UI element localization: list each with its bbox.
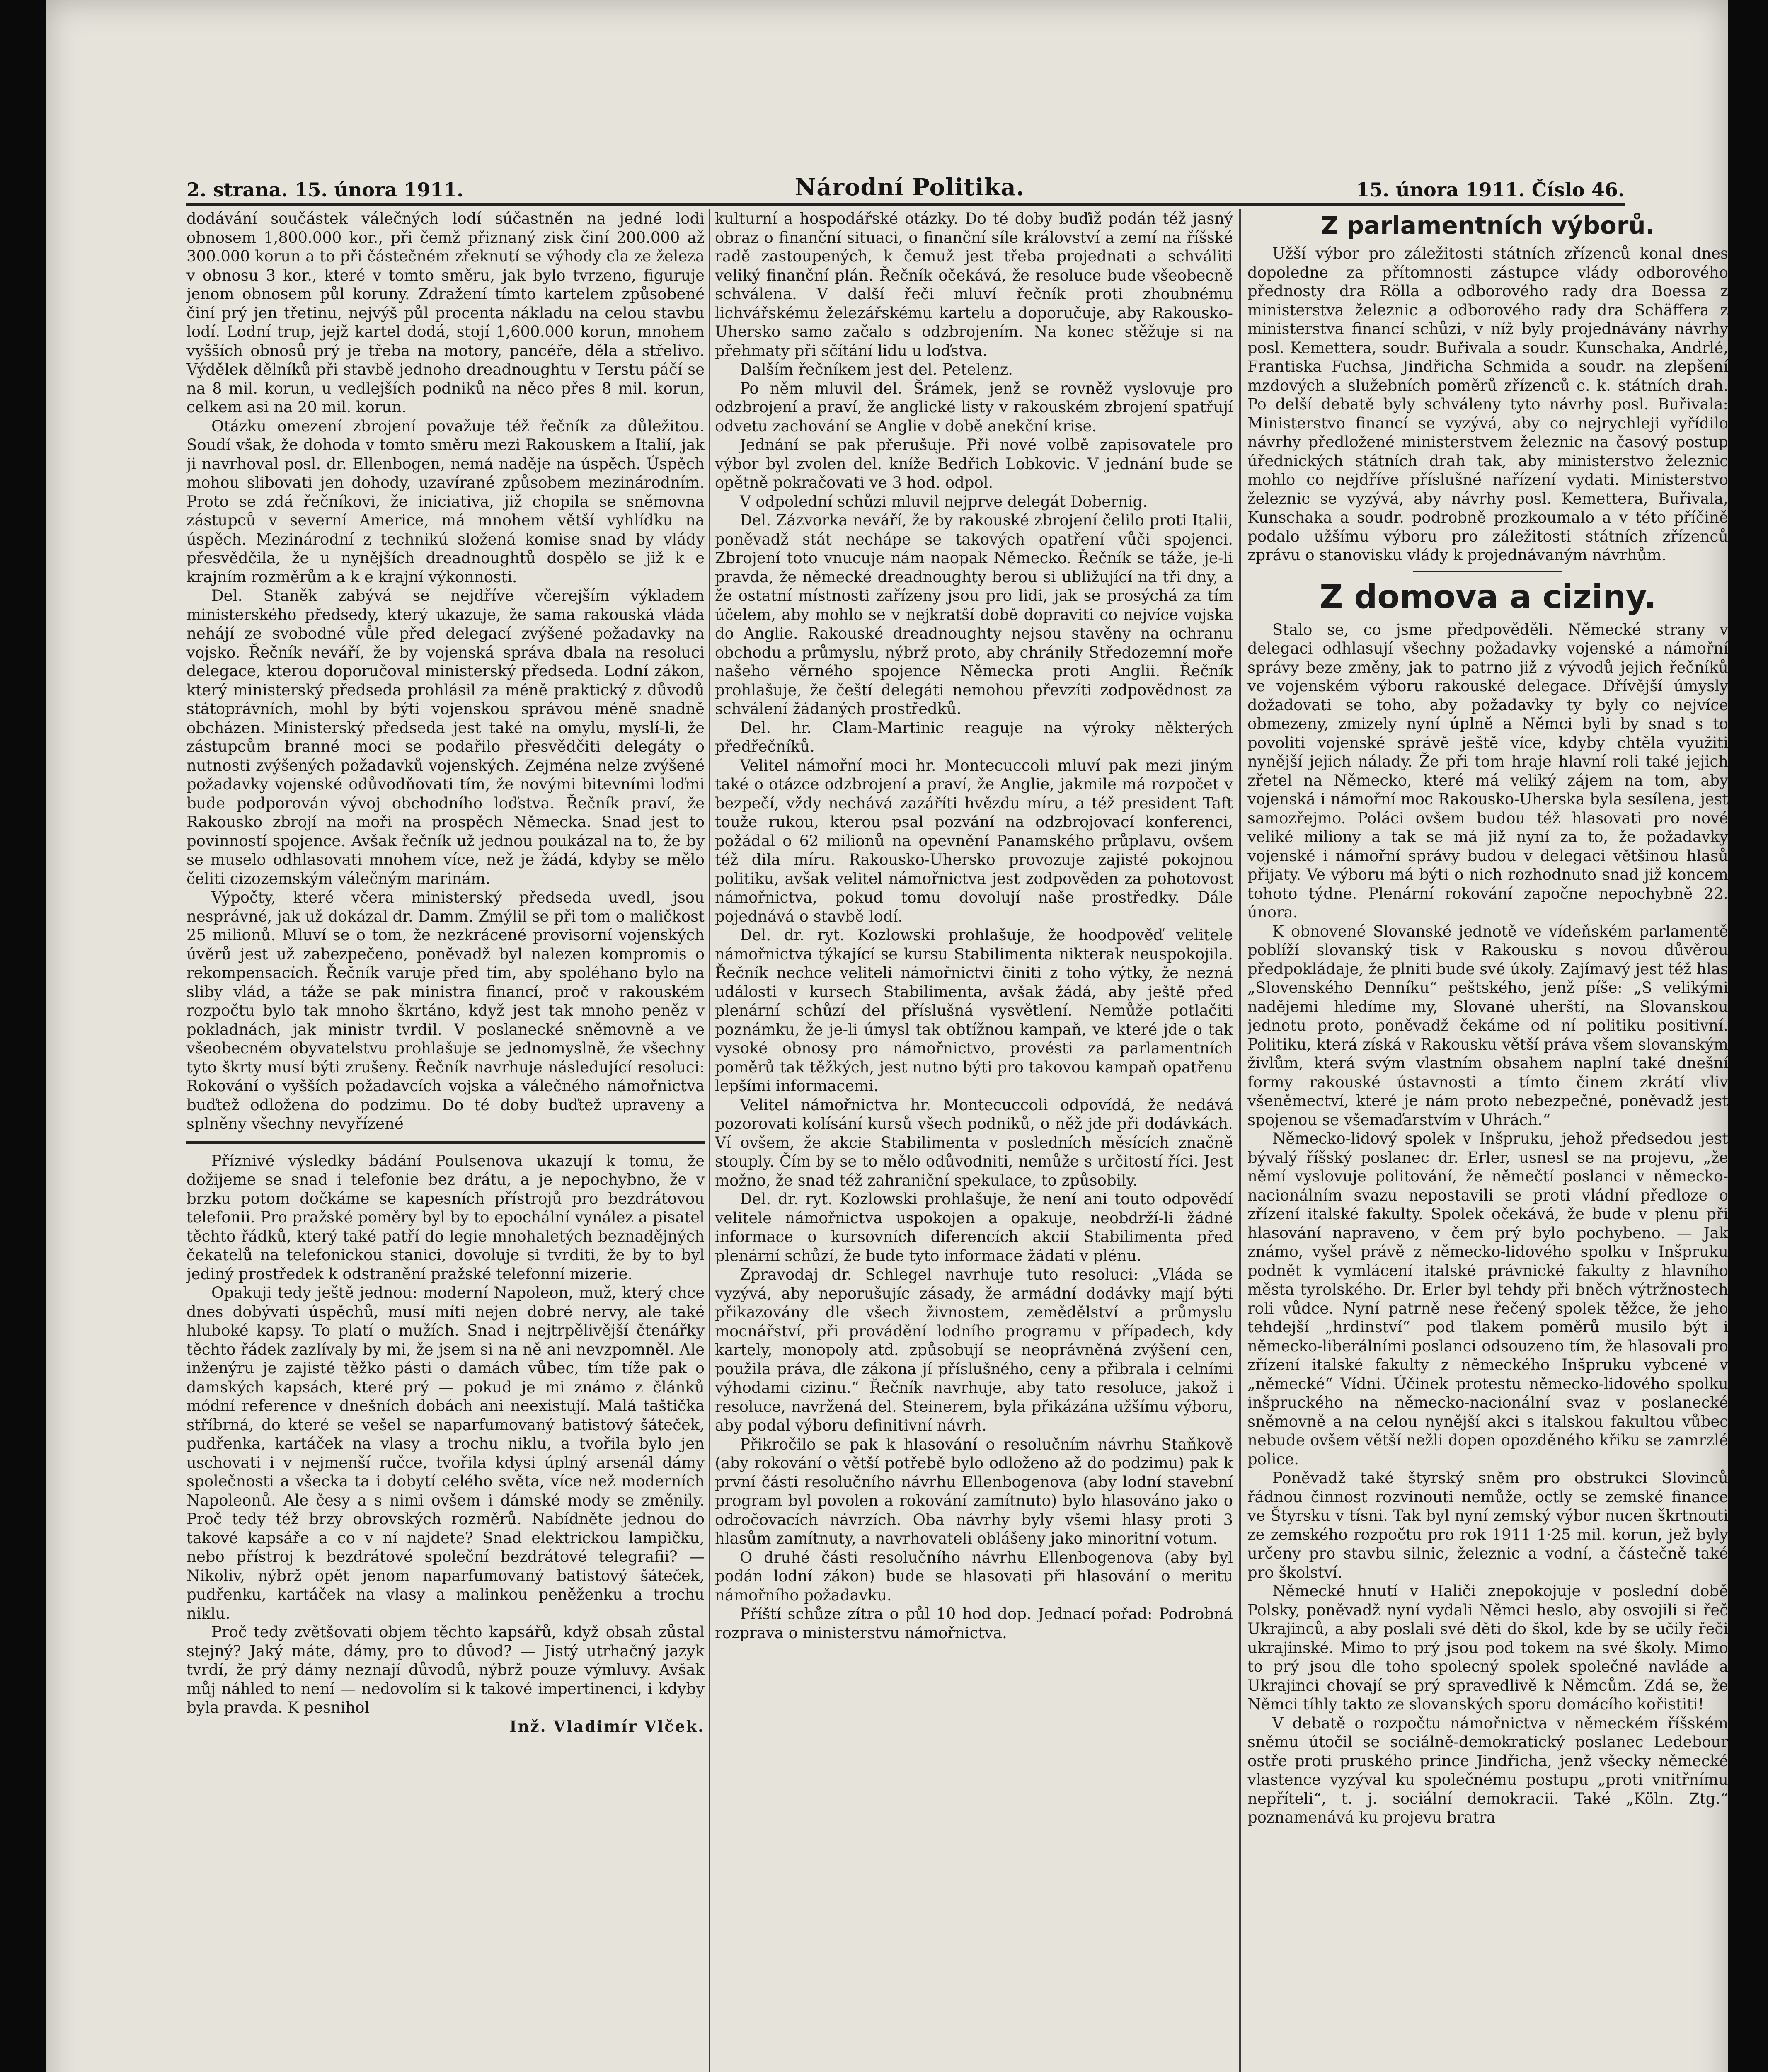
newspaper-page <box>46 0 1728 2072</box>
article-paragraph: kulturní a hospodářské otázky. Do té doby buďiž podán též jasný obraz o finanční situaci, o finanční síle království a zemí na říšské radě zastoupených, k čemuž jest třeba projednati a schváliti veliký finanční plán. Řečník očekává, že resoluce bude všeobecně schválena. V další řeči mluví řečník proti zhoubnému lichvářskému železářskému kartelu a doporučuje, aby Rakousko-Uhersko samo začalo s odzbrojením. Na konec stěžuje si na přehmaty při sčítání lidu u loďstva. <box>715 210 1233 360</box>
section-divider <box>1413 571 1562 572</box>
author-signature: Inž. Vladimír Vlček. <box>509 1717 705 1736</box>
article-paragraph: Přikročilo se pak k hlasování o resolučním návrhu Staňkově (aby rokování o větší potřebě bylo odloženo až do podzimu) pak k první části resolučního návrhu Ellenbogenova (aby lodní stavební program byl povolen a rokování zamítnuto) bylo hlasováno jako o odročovacích návrzích. Oba návrhy byly všemi hlasy proti 3 hlasům zamítnuty, a navrhovateli oblášeny jako minoritní votum. <box>715 1435 1233 1547</box>
article-paragraph: O druhé části resolučního návrhu Ellenbogenova (aby byl podán lodní zákon) bude se hlasovati při hlasování o meritu námořního požadavku. <box>715 1548 1233 1604</box>
article-paragraph: Užší výbor pro záležitosti státních zřízenců konal dnes dopoledne za přítomnosti zástupce vlády odborového přednosty dra Rölla a odborového rady dra Boessa z ministerstva železnic a odborového rady dra Schäffera z ministerstva financí schůzi, v níž byly projednávány návrhy posl. Kemettera, soudr. Buřivala a soudr. Kunschaka, Andrlé, Frantiska Fuchsa, Jindřicha Schmida a soudr. na zlepšení mzdových a služebních poměrů zřízenců c. k. státních drah. Po delší debatě byly schváleny tyto návrhy posl. Buřivala: Ministerstvo financí se vyzývá, aby co nejrychleji vyřídilo návrhy předložené ministerstvem železnic na časový postup úřednických státních drah tak, aby ministerstvo železnic mohlo co nejdříve příslušné nařízení vydati. Ministerstvo železnic se vyzývá, aby návrhy posl. Kemettera, Buřivala, Kunschaka a soudr. podrobně prozkoumalo a v této příčině podalo užšímu výboru pro záležitosti státních zřízenců zprávu o stanovisku vlády k projednávaným návrhům. <box>1247 244 1728 564</box>
article-paragraph: Del. dr. ryt. Kozlowski prohlašuje, že není ani touto odpovědí velitele námořnictva uspokojen a opakuje, neobdrží-li žádné informace o kursovních diferencích akcií Stabilimenta před plenární schůzí, že bude tyto informace žádati v plénu. <box>715 1190 1233 1265</box>
feuilleton-paragraph: Proč tedy zvětšovati objem těchto kapsářů, když obsah zůstal stejný? Jaký máte, dámy, pro to důvod? — Jistý utrhačný jazyk tvrdí, že prý dámy neznají důvodů, nýbrž pouze výmluvy. Avšak můj náhled to není — nedovolím si k takové impertinenci, i kdyby byla pravda. K pesnihol <box>186 1623 705 1716</box>
column-2 <box>715 209 1233 2072</box>
article-paragraph: Del. Staněk zabývá se nejdříve včerejším výkladem ministerského předsedy, který ukazuje, že sama rakouská vláda nehájí ze svobodné vůle před delegací zvýšené požadavky na vojsko. Řečník neváří, že by vojenská správa dbala na resoluci delegace, kterou doporučoval ministerský předseda. Lodní zákon, který ministerský předseda prohlásil za méně praktický z důvodů státoprávních, mohl by býti vojenskou správou méně snadně obcházen. Ministerský předseda jest také na omylu, myslí-li, že zástupcům branné moci se podařilo přesvědčiti delegáty o nutnosti zvýšených požadavků vojenských. Zejména nelze zvýšené požadavky vojenské odůvodňovati tím, že novými bitevními loďmi bude podporován vývoj obchodního loďstva. Řečník praví, že Rakousko zbrojí na moři na prospěch Německa. Snad jest to povinností spojence. Avšak řečník už jednou poukázal na to, že by se muselo odhlasovati mnohem více, než je žádá, kdyby se mělo čeliti cizozemským válečným marinám. <box>186 587 705 888</box>
article-paragraph: V debatě o rozpočtu námořnictva v německém říšském sněmu útočil se sociálně-demokratický poslanec Ledebour ostře proti pruského prince Jindřicha, jenž všecky německé vlastence vyzýval ku společnému postupu „proti vnitřnímu nepříteli“, t. j. sociální demokracii. Také „Köln. Ztg.“ poznamenává ku projevu bratra <box>1247 1714 1728 1826</box>
header-date-left: 2. strana. 15. února 1911. <box>186 179 464 201</box>
article-paragraph: Výpočty, které včera ministerský předseda uvedl, jsou nesprávné, jak už dokázal dr. Damm. Zmýlil se při tom o maličkost 25 milionů. Mluví se o tom, že nezkrácené provisorní vojenských úvěrů jest už zabezpečeno, poněvadž byl nalezen kompromis o rekompensacích. Řečník varuje před tím, aby spoléhano bylo na sliby vlád, a táže se pak ministra financí, proč v rakouském rozpočtu bylo tak mnoho škrtáno, když jest tak mnoho peněz v pokladnách, jak ministr tvrdil. V poslanecké sněmovně a ve všeobecném obyvatelstvu prohlašuje se jednomyslně, že všechny tyto škrty musí býti zrušeny. Řečník navrhuje následující resoluci: Rokování o vyšších požadavcích vojska a válečného námořnictva buďtež odložena do podzimu. Do té doby buďtež upraveny a splněny všechny nevyřízené <box>186 888 705 1133</box>
column-separator <box>709 209 710 2072</box>
article-paragraph: Poněvadž také štyrský sněm pro obstrukci Slovinců řádnou činnost rozvinouti nemůže, octly se zemské finance ve Štyrsku v tísni. Tak byl nyní zemský výbor nucen škrtnouti ze zemského rozpočtu pro rok 1911 1·25 mil. korun, jež byly určeny pro stavbu silnic, železnic a vodní, a částečně také pro školství. <box>1247 1469 1728 1581</box>
article-paragraph: Německé hnutí v Haliči znepokojuje v poslední době Polsky, poněvadž nyní vydali Němci heslo, aby osvojili si řeč Ukrajinců, a aby poslali své děti do škol, kde by se učily řeči ukrajinské. Mimo to prý jsou pod tokem na své školy. Mimo to prý jsou dle toho spolecný spolek společné navláde a Ukrajinci chovají se prý spravedlivě k Němcům. Zdá se, že Němci tíhly takto ze slovanských sporu domácího kořistiti! <box>1247 1582 1728 1713</box>
article-paragraph: Stalo se, co jsme předpověděli. Německé strany v delegaci odhlasují všechny požadavky vojenské a námořní správy beze změny, jak to patrno již z vývodů jejich řečníků ve vojenském výboru rakouské delegace. Dřívější úmysly dožadovati se toho, aby požadavky ty byly co nejvíce obmezeny, zmizely nyní úplně a Němci byli by snad s to povoliti vojenské správě ještě více, kdyby chtěla využiti nynější jejich nálady. Že při tom hraje hlavní roli také jejich zřetel na Německo, které má veliký zájem na tom, aby vojenská i námořní moc Rakousko-Uherska byla sesílena, jest samozřejmo. Poláci ovšem budou též hlasovati pro nové veliké miliony a tak se má již nyní za to, že požadavky vojenské i námořní správy budou v delegaci většinou hlasů přijaty. Ve výboru má býti o nich rozhodnuto snad již koncem tohoto týdne. Plenární rokování započne nepochybně 22. února. <box>1247 620 1728 921</box>
article-paragraph: Velitel námořnictva hr. Montecuccoli odpovídá, že nedává pozorovati kolísání kursů všech podniků, o něž jde při dodávkách. Ví ovšem, že akcie Stabilimenta v posledních měsících značně stouply. Čím by se to mělo odůvodniti, nemůže s určitostí říci. Jest možno, že snad též zahraniční spekulace, to způsobily. <box>715 1096 1233 1189</box>
article-paragraph: Jednání se pak přerušuje. Při nové volbě zapisovatele pro výbor byl zvolen del. kníže Bedřich Lobkovic. V jednání bude se opětně pokračovati ve 3 hod. odpol. <box>715 436 1233 491</box>
column-3 <box>1247 209 1728 2072</box>
section-divider <box>186 1141 705 1144</box>
article-paragraph: Del. Zázvorka neváří, že by rakouské zbrojení čelilo proti Italii, poněvadž stát nechápe se takových opatření vůči spojenci. Zbrojení toto vnucuje nám naopak Německo. Řečník se táže, je-li pravda, že německé dreadnoughty berou si ubližující na tři dny, a že ostatní místnosti zařízeny jsou pro lidi, jak se prosýchá za tím účelem, aby mohlo se v nejkratší době dopraviti co nejvíce vojska do Anglie. Rakouské dreadnoughty nejsou stavěny na ochranu obchodu a průmyslu, nýbrž proto, aby chránily Středozemní moře našeho věrného spojence Německa proti Anglii. Řečník prohlašuje, že čeští delegáti nemohou převzíti zodpovědnost za schválení žádaných prostředků. <box>715 511 1233 718</box>
article-paragraph: V odpolední schůzi mluvil nejprve delegát Dobernig. <box>740 492 1148 511</box>
column-separator <box>1239 209 1241 2072</box>
article-paragraph: Dalším řečníkem jest del. Petelenz. <box>740 361 1013 378</box>
article-paragraph: Velitel námořní moci hr. Montecuccoli mluví pak mezi jiným také o otázce odzbrojení a praví, že Anglie, jakmile má rozpočet v bezpečí, vždy nechává zazáříti hvězdu míru, a též president Taft touže rukou, kterou psal pozvání na odzbrojovací konferenci, požádal o 62 milionů na opevnění Panamského průplavu, ovšem též dila míru. Rakousko-Uhersko provozuje zajisté pokojnou politiku, avšak velitel námořnictva jest zodpověden za pohotovost námořnictva, pokud tomu dovolují naše prostředky. Dále pojednává o stavbě lodí. <box>715 756 1233 925</box>
article-paragraph: Příští schůze zítra o půl 10 hod dop. Jednací pořad: Podrobná rozprava o ministerstvu námořnictva. <box>715 1605 1233 1642</box>
column-1 <box>186 209 705 2072</box>
article-paragraph: Zpravodaj dr. Schlegel navrhuje tuto resoluci: „Vláda se vyzývá, aby neporušujíc zásady, že armádní dodávky mají býti přikazovány dle všech živnostem, zemědělství a průmyslu mocnářství, při provádění lodního programu v případech, kdy kartely, monopoly atd. způsobují se neoprávněná zvýšení cen, použila práva, dle zákona jí příslušného, ceny a přibrala i celními výhodami cizinu.“ Řečník navrhuje, aby tato resoluce, jakož i resoluce, navržená del. Steinerem, byla přikázána užšímu výboru, aby podal výboru definitivní návrh. <box>715 1266 1233 1434</box>
masthead: Národní Politika. <box>795 174 1025 201</box>
article-paragraph: Otázku omezení zbrojení považuje též řečník za důležitou. Soudí však, že dohoda v tomto směru mezi Rakouskem a Italií, jak ji navrhoval posl. dr. Ellenbogen, nemá naděje na úspěch. Úspěch mohou slibovati jen dohody, uzavírané způsobem mezinárodním. Proto se zdá řečníkovi, že iniciativa, již chopila se sněmovna zástupců v severní Americe, má mnohem větší vyhlídku na úspěch. Mezinárodní z technikú složená komise snad by vlády přesvědčila, že u nynějších dreadnoughtů dospělo se již k e krajním rozměrům a k e krajní výkonnosti. <box>186 417 705 586</box>
article-paragraph: Del. dr. ryt. Kozlowski prohlašuje, že hoodpověď velitele námořnictva týkající se kursu Stabilimenta nikterak neuspokojila. Řečník nechce veliteli námořnictvi činiti z toho výtky, že nezná události v kursech Stabilimenta, avšak žádá, aby ještě před plenární schůzí del příslušná vysvětlení. Nemůže potlačiti poznámku, že je-li úmysl tak obtížnou kampaň, ve které jde o tak vysoké obnosy pro námořnictvo, provésti za parlamentních poměrů tak těžkých, jest nutno býti pro takovou kampaň opatřenu lepšími informacemi. <box>715 926 1233 1095</box>
page-header <box>186 168 1625 206</box>
article-paragraph: K obnovené Slovanské jednotě ve vídeňském parlamentě poblíží slovanský tisk v Rakousku s novou důvěrou předpokládaje, že plniti bude své úkoly. Zajímavý jest též hlas „Slovenského Denníku“ peštského, jenž píše: „S velikými nadějemi hledíme my, Slované uherští, na Slovanskou jednotu proto, poněvadž čekáme od ní politiku positivní. Politiku, která získá v Rakousku větší práva všem slovanským živlům, která svým vlastním obsahem naplní také dnešní formy rakouské ústavnosti a tímto činem zkrátí vliv všeněmectví, které je nám proto nebezpečné, poněvadž jest spojenou se všemaďarstvím v Uhrách.“ <box>1247 922 1728 1129</box>
header-issue-right: 15. února 1911. Číslo 46. <box>1356 179 1625 201</box>
section-heading: Z domova a ciziny. <box>1319 578 1657 616</box>
feuilleton-paragraph: Opakuji tedy ještě jednou: moderní Napoleon, muž, který chce dnes dobývati úspěchů, musí míti nejen dobré nervy, ale také hluboké kapsy. To platí o mužích. Snad i nejtrpělivější čtenářky těchto řádek zazlívaly by mi, že jsem si na ně ani nevzpomněl. Ale inženýru je zajisté těžko pásti o damách vůbec, tím tíže pak o damských kapsách, které prý — pokud je mi známo z článků módní reference v dnešních dobách ani neexistují. Malá taštička stříbrná, do které se vešel se naparfumovaný batistový šáteček, pudřenka, kartáček na vlasy a trochu niklu, a tvořila bylo jen uschovati i v nejmenší ručce, tvořila kdysi úplný arsenál dámy společnosti a všecka ta i dobytí celého světa, více než moderních Napoleonů. Ale česy a s nimi ovšem i dámské mody se změnily. Proč tedy též brzy obrovských rozměrů. Nabídněte jednou do takové kapsáře a co v ní najdete? Snad elektrickou lampičku, nebo přístroj k bezdrátové společní bezdrátové telegrafii? — Nikoliv, nýbrž opět jenom naparfumovaný batistový šáteček, pudřenku, kartáček na vlasy a malinkou peněženku a trochu niklu. <box>186 1284 705 1622</box>
article-paragraph: Po něm mluvil del. Šrámek, jenž se rovněž vyslovuje pro odzbrojení a praví, že anglické listy v rakouském zbrojení spatřují odvetu zachování se Anglie v době anekční krise. <box>715 379 1233 435</box>
article-paragraph: dodávání součástek válečných lodí súčastněn na jedné lodi obnosem 1,800.000 kor., při čemž přiznaný zisk činí 200.000 až 300.000 korun a to při částečném zřeknutí se výhody cla ze železa v obnosu 3 kor., které v tomto směru, jak bylo tvrzeno, figuruje jenom obnosem půl koruny. Zdražení tímto kartelem způsobené činí prý jen třetinu, nejvýš půl procenta nákladu na celou stavbu lodí. Lodní trup, jejž kartel dodá, stojí 1,600.000 korun, mnohem vyšších obnosů prý je třeba na motory, pancéře, děla a střelivo. Výdělek dělníků při stavbě jednoho dreadnoughtu v Terstu páčí se na 8 mil. korun, u vedlejších podniků na něco přes 8 mil. korun, celkem asi na 20 mil. korun. <box>186 210 705 416</box>
section-heading: Z parlamentních výborů. <box>1321 211 1655 240</box>
article-paragraph: Německo-lidový spolek v Inšpruku, jehož předsedou jest bývalý říšský poslanec dr. Erler, usnesl se na projevu, „že němí vyslovuje politování, že němečtí poslanci v německo-nacionálním svazu nepostavili se proti vládní předloze o zřízení italské fakulty. Spolek očekává, že bude v plenu při hlasování napraveno, v čem prý bylo pochybeno. — Jak známo, vyšel právě z německo-lidového spolku v Inšpruku podnět k vymlácení italské právnické fakulty z hlavního města tyrolského. Dr. Erler byl tehdy při bněch výtržnostech roli vůdce. Nyní patrně nese řečený spolek těžce, že jeho tehdejší „hrdinství“ pod tlakem poměrů musilo být i německo-liberálními poslanci odsouzeno tím, že hlasovali pro zřízení italské fakulty z německého Inšpruku vybcené v „německé“ Vídni. Účinek protestu německo-lidového spolku inšpruckého na německo-nacionální svaz v poslanecké sněmovně a na celou nynější akci s italskou fakultou vůbec nebude ovšem větší nežli dopen opozděného křiku se zamrzlé police. <box>1247 1130 1728 1468</box>
article-paragraph: Del. hr. Clam-Martinic reaguje na výroky některých předřečníků. <box>715 719 1233 755</box>
feuilleton-paragraph: Příznivé výsledky bádání Poulsenova ukazují k tomu, že dožijeme se snad i telefonie bez drátu, a je nepochybno, že v brzku potom dočkáme se kapesních přístrojů pro bezdrátovou telefonii. Pro pražské poměry byl by to epochální vynález a pisatel těchto řádků, který také patří do legie mnohaletých beznadějných čekatelů na telefonickou stanici, dovoluje si tvrditi, že by to byl jediný prostředek k odstranění pražské telefonní mizerie. <box>186 1152 705 1283</box>
